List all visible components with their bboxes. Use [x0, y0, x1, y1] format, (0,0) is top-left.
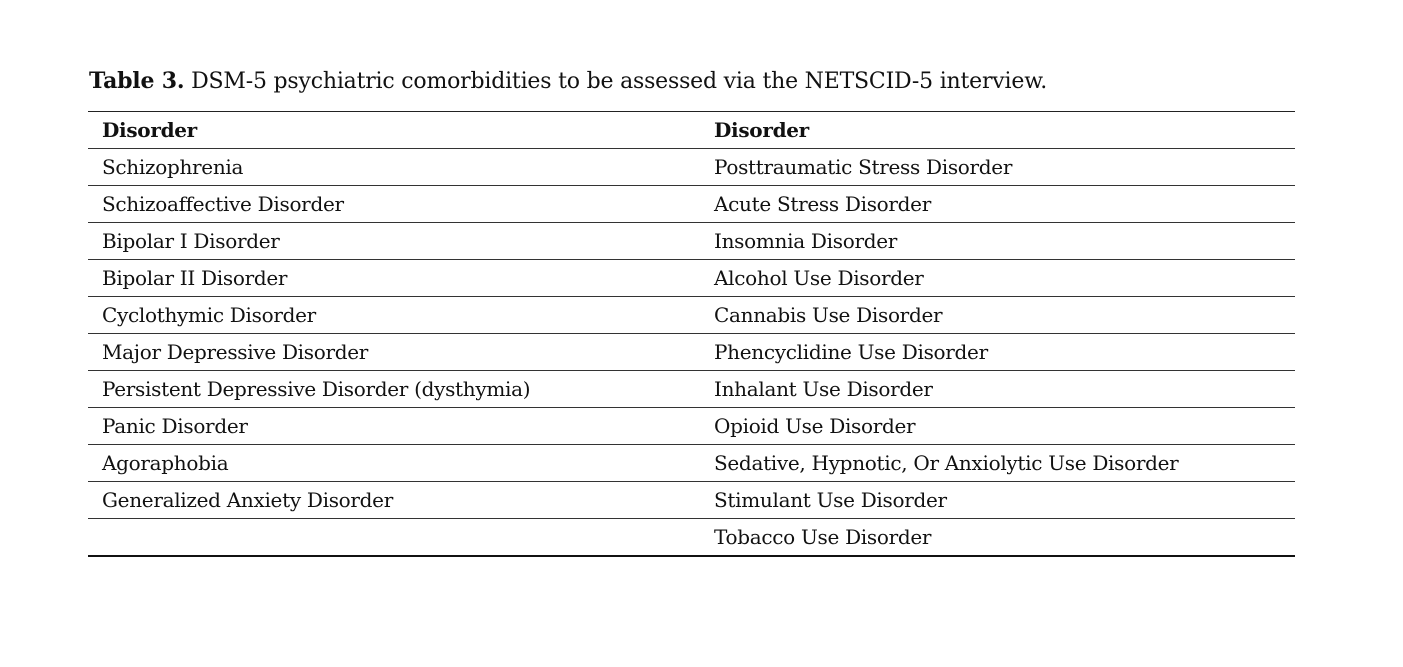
- table-cell: Generalized Anxiety Disorder: [102, 488, 393, 512]
- table-row: [88, 482, 1295, 519]
- table-cell: Alcohol Use Disorder: [714, 266, 924, 290]
- table-header: [88, 112, 1295, 149]
- table-row: [88, 519, 1295, 557]
- table-cell: Sedative, Hypnotic, Or Anxiolytic Use Disorder: [714, 451, 1179, 475]
- table-row: [88, 408, 1295, 445]
- table-cell: Posttraumatic Stress Disorder: [714, 155, 1013, 179]
- table-cell: Stimulant Use Disorder: [714, 488, 947, 512]
- comorbidities-table-container: [88, 111, 1295, 557]
- column-header-disorder-2: Disorder: [714, 118, 809, 142]
- table-cell: Schizoaffective Disorder: [102, 192, 344, 216]
- table-cell: Inhalant Use Disorder: [714, 377, 933, 401]
- table-cell: Major Depressive Disorder: [102, 340, 369, 364]
- table-row: [88, 371, 1295, 408]
- table-cell: Cyclothymic Disorder: [102, 303, 316, 327]
- table-cell: Bipolar II Disorder: [102, 266, 288, 290]
- table-caption: [89, 66, 1047, 97]
- table-caption-text: DSM-5 psychiatric comorbidities to be assessed via the NETSCID-5 interview.: [191, 69, 1048, 94]
- table-cell-empty: [88, 519, 700, 557]
- table-cell: Opioid Use Disorder: [714, 414, 916, 438]
- table-cell: Acute Stress Disorder: [714, 192, 931, 216]
- table-caption-label: Table 3.: [89, 68, 185, 94]
- table-row: [88, 223, 1295, 260]
- table-cell: Schizophrenia: [102, 155, 244, 179]
- table-cell: Agoraphobia: [102, 451, 229, 475]
- table-cell: Phencyclidine Use Disorder: [714, 340, 988, 364]
- table-row: [88, 149, 1295, 186]
- table-row: [88, 186, 1295, 223]
- table-row: [88, 297, 1295, 334]
- column-header-disorder-1: Disorder: [102, 118, 197, 142]
- table-row: [88, 334, 1295, 371]
- table-cell: Bipolar I Disorder: [102, 229, 280, 253]
- table-cell: Persistent Depressive Disorder (dysthymia): [102, 377, 531, 401]
- table-cell: Insomnia Disorder: [714, 229, 898, 253]
- table-row: [88, 260, 1295, 297]
- table-row: [88, 445, 1295, 482]
- table-body: [88, 149, 1295, 557]
- comorbidities-table: [88, 111, 1295, 557]
- table-header-row: [88, 112, 1295, 149]
- table-cell: Panic Disorder: [102, 414, 248, 438]
- table-cell: Tobacco Use Disorder: [714, 525, 932, 549]
- table-cell: Cannabis Use Disorder: [714, 303, 943, 327]
